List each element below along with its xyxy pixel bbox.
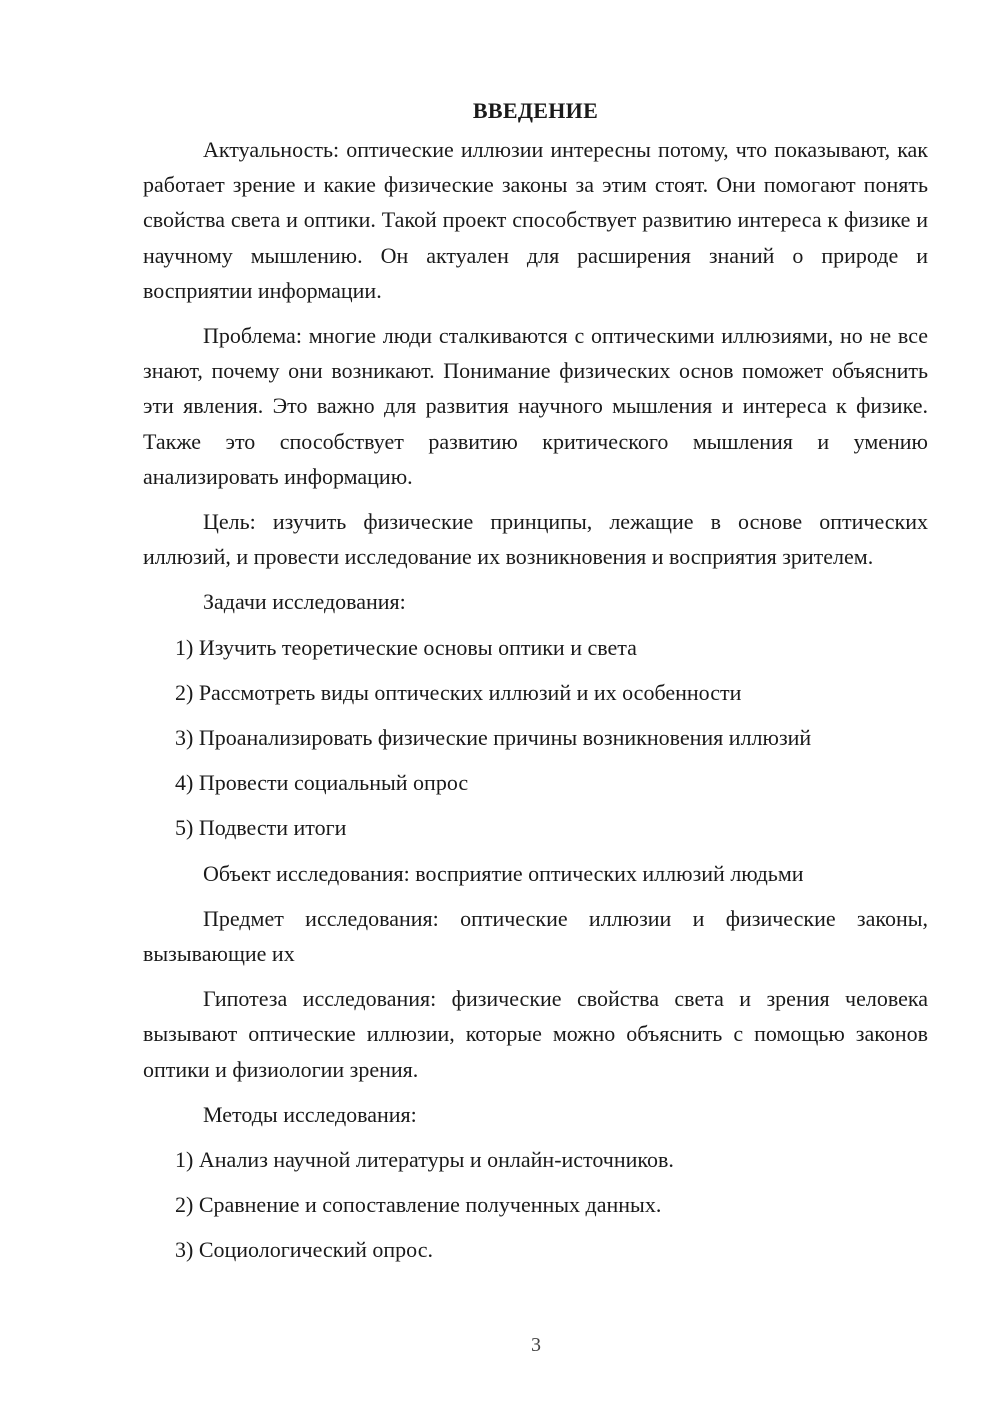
method-item-2: 2) Сравнение и сопоставление полученных данных. — [175, 1192, 662, 1218]
method-item-3: 3) Социологический опрос. — [175, 1237, 433, 1263]
subject-paragraph: Предмет исследования: оптические иллюзии и физические законы, вызывающие их — [143, 905, 928, 967]
goal-paragraph: Цель: изучить физические принципы, лежащие в основе оптических иллюзий, и провести исследование их возникновения и восприятия зрителем. — [143, 509, 928, 570]
document-page — [143, 96, 928, 1278]
relevance-paragraph: Актуальность: оптические иллюзии интересны потому, что показывают, как работает зрение и какие физические законы за этим стоят. Они помогают понять свойства света и оптики. Такой проект способствует развитию интереса к физике и научному мышлению. Он актуален для расширения знаний о природе и восприятии информации. — [143, 137, 928, 303]
hypothesis-paragraph: Гипотеза исследования: физические свойства света и зрения человека вызывают оптические иллюзии, которые можно объяснить с помощью законов оптики и физиологии зрения. — [143, 986, 928, 1082]
object-paragraph: Объект исследования: восприятие оптических иллюзий людьми — [203, 860, 804, 886]
task-item-2: 2) Рассмотреть виды оптических иллюзий и их особенности — [175, 679, 742, 705]
task-item-4: 4) Провести социальный опрос — [175, 770, 469, 796]
method-item-1: 1) Анализ научной литературы и онлайн-источников. — [175, 1147, 674, 1173]
page-title: ВВЕДЕНИЕ — [472, 98, 599, 123]
problem-paragraph: Проблема: многие люди сталкиваются с оптическими иллюзиями, но не все знают, почему они возникают. Понимание физических основ поможет объяснить эти явления. Это важно для развития научного мышления и интереса к физике. Также это способствует развитию критического мышления и умению анализировать информацию. — [143, 323, 928, 489]
task-item-3: 3) Проанализировать физические причины возникновения иллюзий — [175, 725, 812, 751]
page-number: 3 — [531, 1334, 541, 1356]
task-item-1: 1) Изучить теоретические основы оптики и света — [175, 634, 637, 660]
tasks-heading: Задачи исследования: — [203, 589, 406, 615]
task-item-5: 5) Подвести итоги — [175, 815, 347, 841]
methods-heading: Методы исследования: — [203, 1101, 417, 1127]
